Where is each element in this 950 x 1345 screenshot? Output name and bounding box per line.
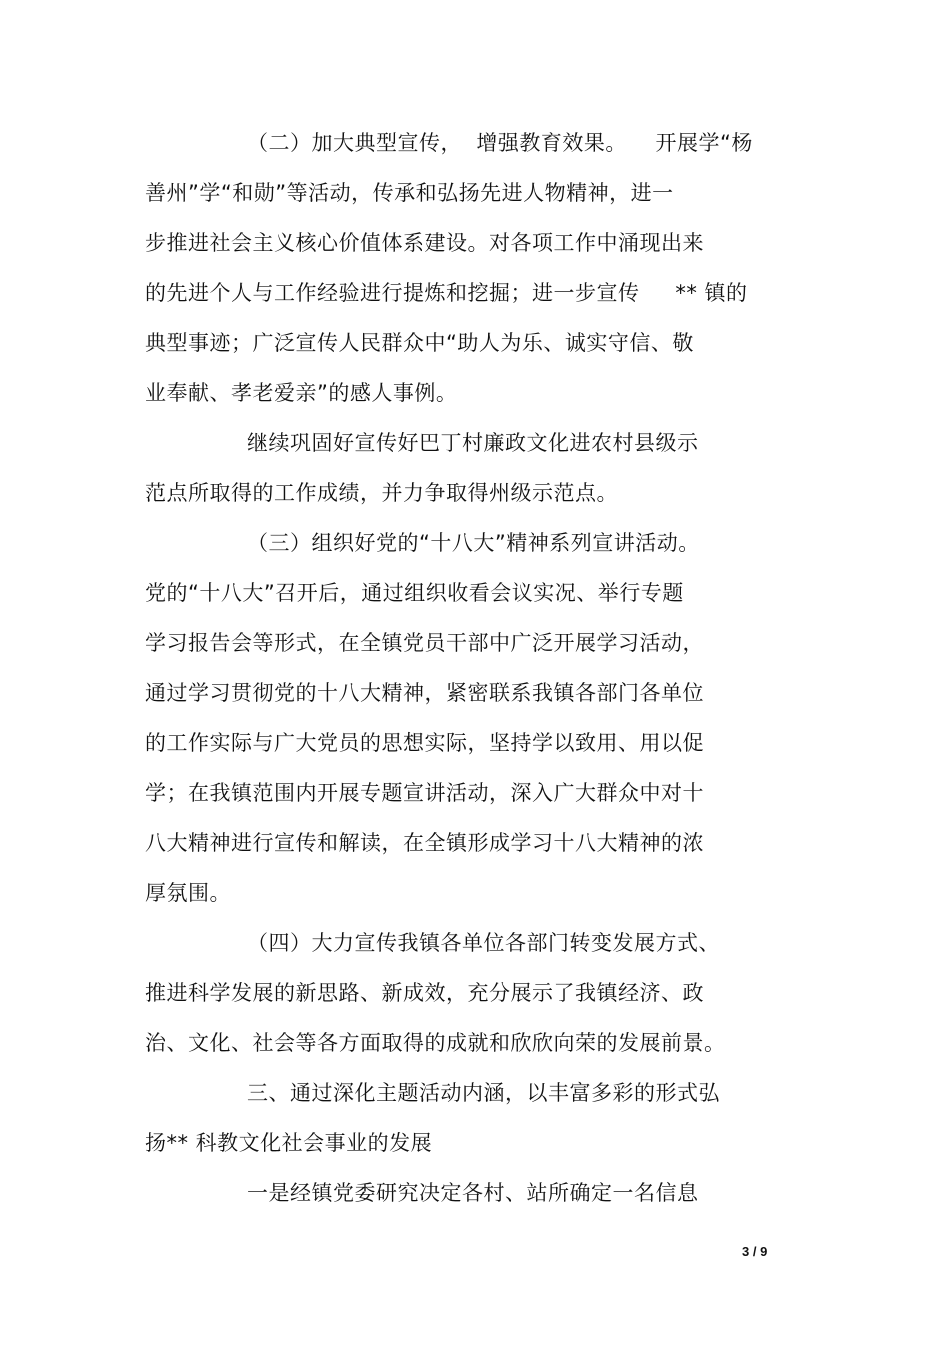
text-line: （四）大力宣传我镇各单位各部门转变发展方式、 bbox=[247, 931, 720, 955]
text-line: 扬** 科教文化社会事业的发展 bbox=[145, 1131, 433, 1155]
text-line: 通过学习贯彻党的十八大精神，紧密联系我镇各部门各单位 bbox=[145, 681, 704, 705]
page-number: 3 / 9 bbox=[742, 1244, 768, 1259]
text-line: 厚氛围。 bbox=[145, 881, 231, 905]
text-line: 学习报告会等形式，在全镇党员干部中广泛开展学习活动， bbox=[145, 631, 704, 655]
text-line: 一是经镇党委研究决定各村、站所确定一名信息 bbox=[247, 1181, 699, 1205]
text-line: 善州”学“和勋”等活动，传承和弘扬先进人物精神，进一 bbox=[145, 181, 674, 205]
text-line: 三、通过深化主题活动内涵，以丰富多彩的形式弘 bbox=[247, 1081, 720, 1105]
text-line: 业奉献、孝老爱亲”的感人事例。 bbox=[145, 381, 458, 405]
text-line: 八大精神进行宣传和解读，在全镇形成学习十八大精神的浓 bbox=[145, 831, 704, 855]
text-line: 的工作实际与广大党员的思想实际，坚持学以致用、用以促 bbox=[145, 731, 704, 755]
text-line: （三）组织好党的“十八大”精神系列宣讲活动。 bbox=[247, 531, 700, 555]
text-line: 的先进个人与工作经验进行提炼和挖掘；进一步宣传 ** 镇的 bbox=[145, 281, 748, 305]
text-line: 学；在我镇范围内开展专题宣讲活动，深入广大群众中对十 bbox=[145, 781, 704, 805]
text-line: 党的“十八大”召开后，通过组织收看会议实况、举行专题 bbox=[145, 581, 684, 605]
text-line: 推进科学发展的新思路、新成效，充分展示了我镇经济、政 bbox=[145, 981, 704, 1005]
text-line: 治、文化、社会等各方面取得的成就和欣欣向荣的发展前景。 bbox=[145, 1031, 726, 1055]
text-line: （二）加大典型宣传， 增强教育效果。 开展学“杨 bbox=[247, 131, 753, 155]
text-line: 范点所取得的工作成绩，并力争取得州级示范点。 bbox=[145, 481, 618, 505]
text-line: 典型事迹；广泛宣传人民群众中“助人为乐、诚实守信、敬 bbox=[145, 331, 694, 355]
text-line: 继续巩固好宣传好巴丁村廉政文化进农村县级示 bbox=[247, 431, 699, 455]
text-line: 步推进社会主义核心价值体系建设。对各项工作中涌现出来 bbox=[145, 231, 704, 255]
